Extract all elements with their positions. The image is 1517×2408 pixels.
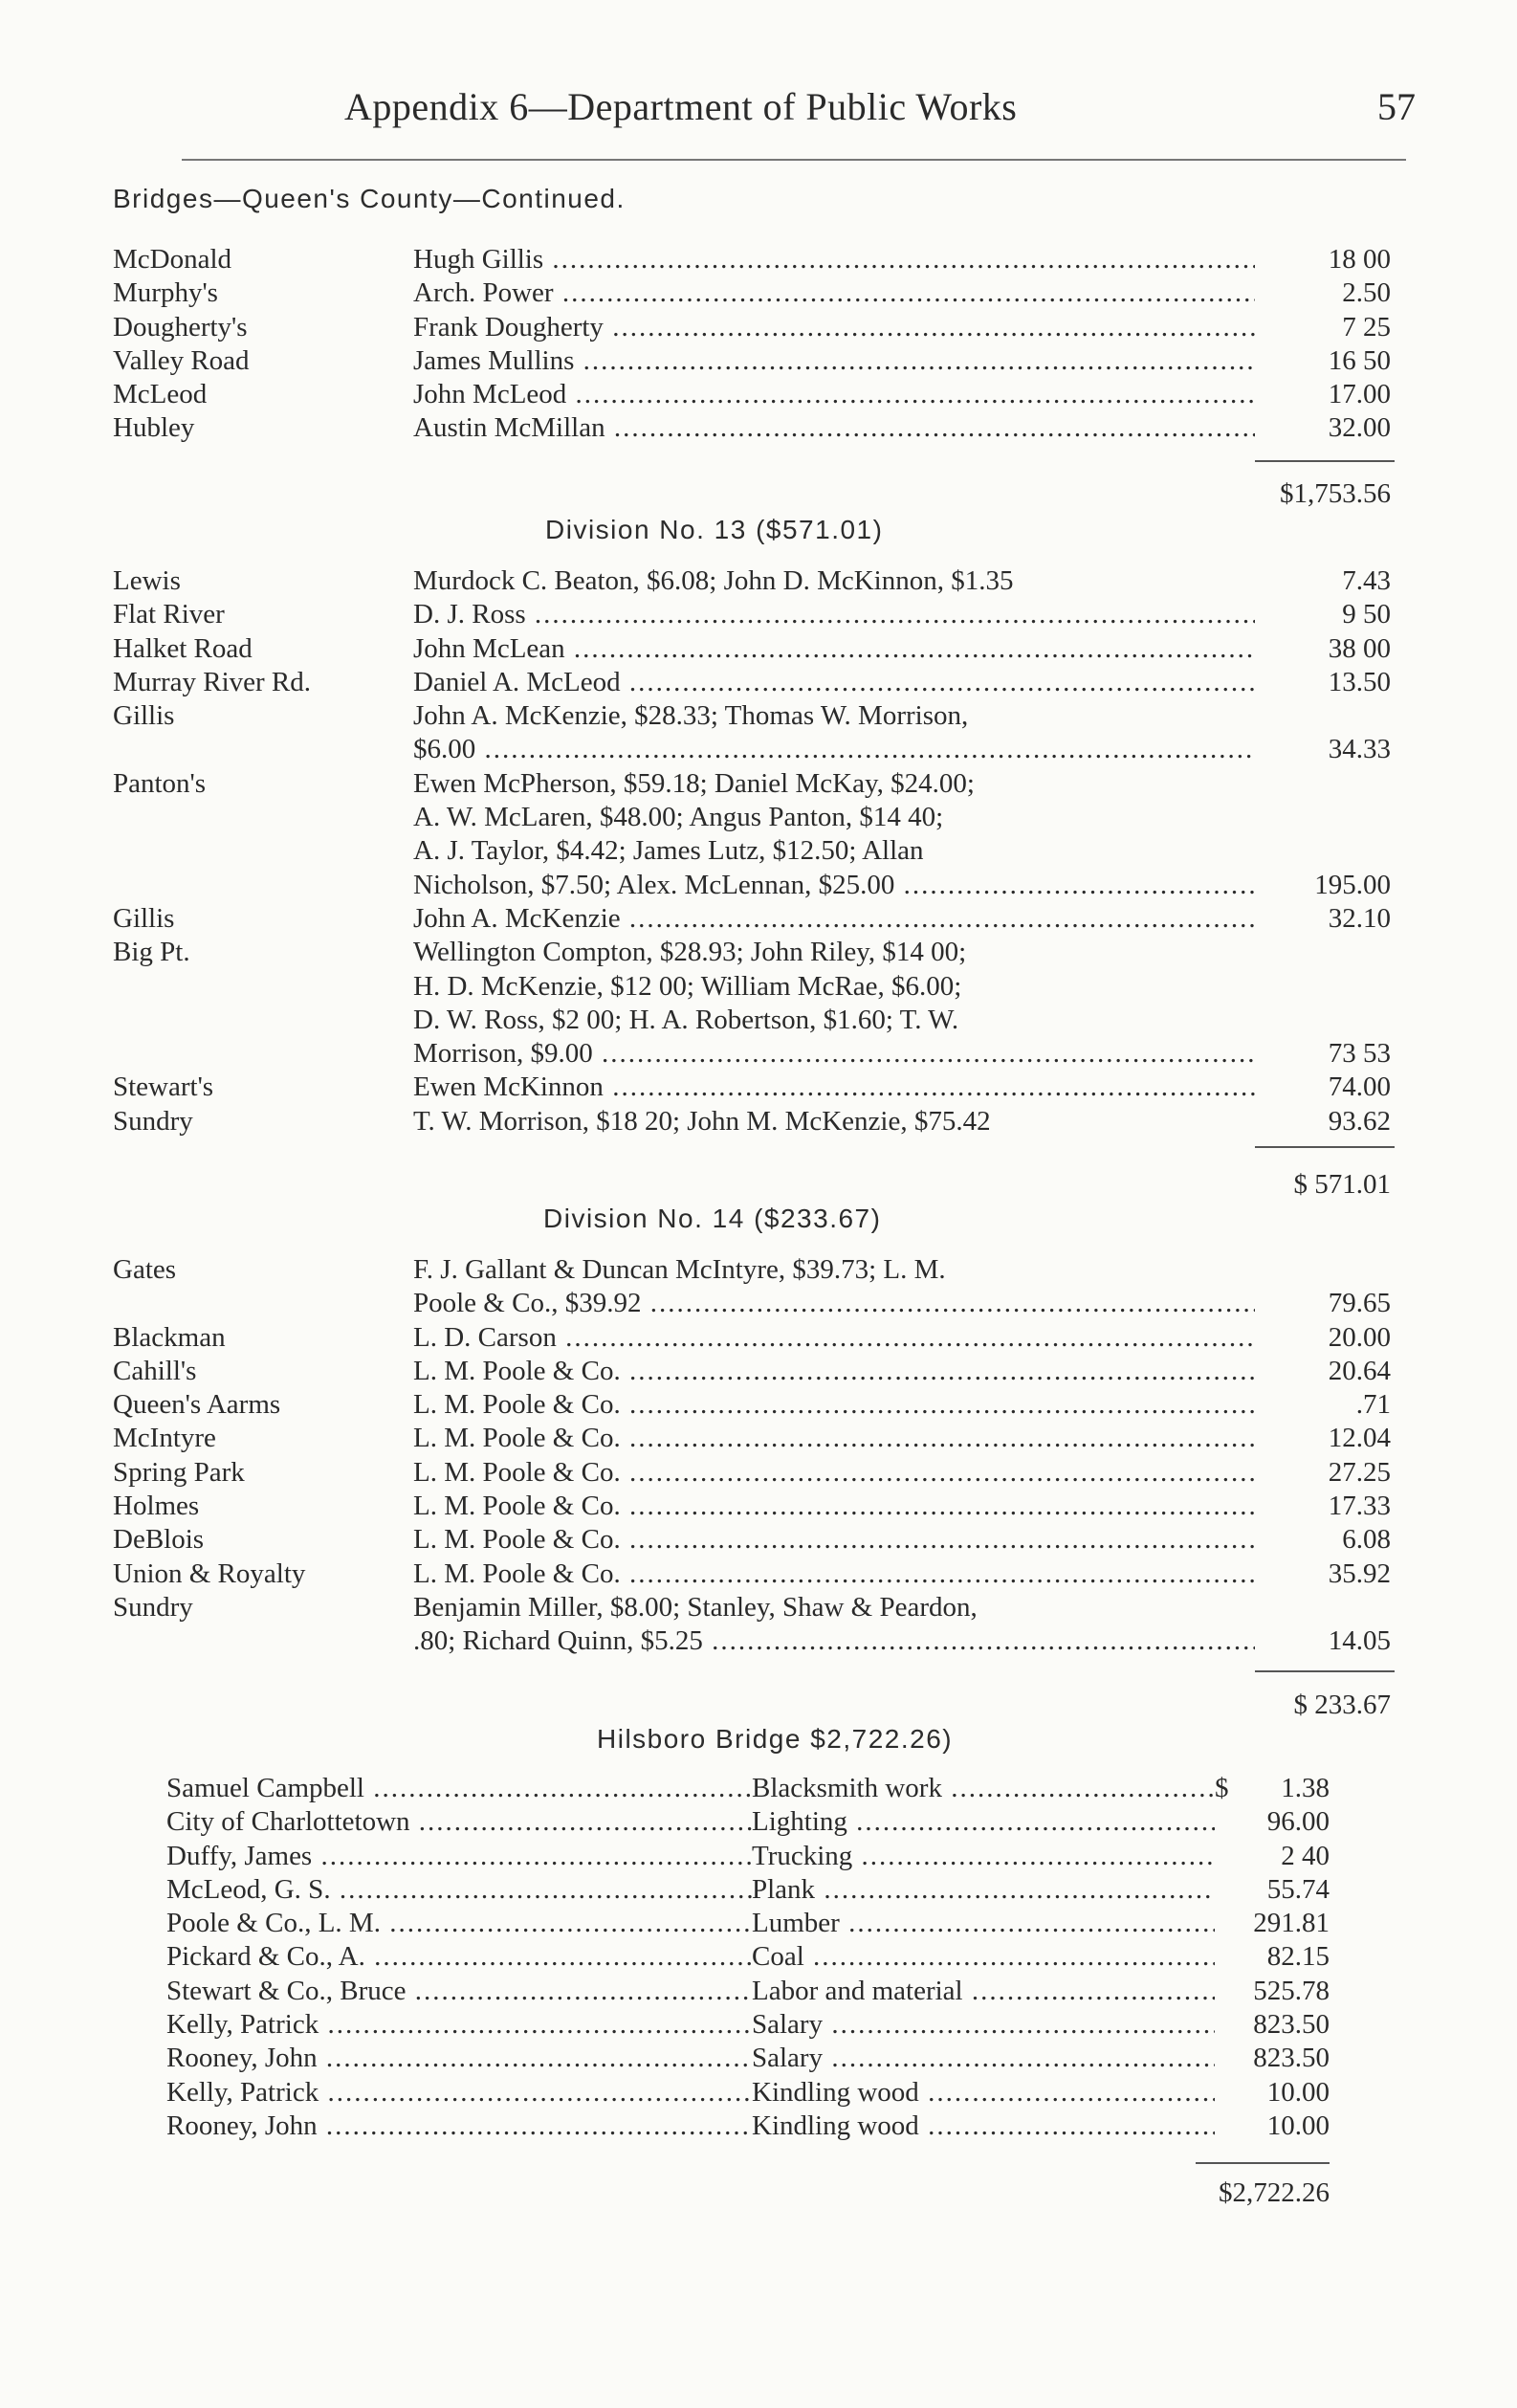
payee: Kelly, Patrick ..... — [166, 2008, 752, 2042]
amount: 823.50 — [1253, 2009, 1330, 2041]
list-item — [0, 2110, 1517, 2143]
division-14-list — [0, 1253, 1517, 1659]
amount: 10.00 — [1266, 2076, 1330, 2108]
payee: T. W. Morrison, $18 20; John M. McKenzie, $75.42 — [413, 1105, 991, 1137]
place-name: Big Pt. — [113, 937, 190, 968]
section-total: $2,722.26 — [1219, 2177, 1330, 2208]
payee: L. M. Poole & Co. ..... — [413, 1355, 1255, 1388]
payee: .80; Richard Quinn, $5.25 ..... — [413, 1624, 1255, 1658]
list-item — [0, 1422, 1517, 1455]
amount: 17.00 — [1328, 379, 1391, 410]
amount: 38 00 — [1328, 632, 1391, 664]
payee: A. J. Taylor, $4.42; James Lutz, $12.50; Allan — [413, 835, 924, 867]
payee: Samuel Campbell ..... — [166, 1772, 752, 1805]
amount: 55.74 — [1266, 1873, 1330, 1905]
payee: Rooney, John ..... — [166, 2110, 752, 2143]
payee: Nicholson, $7.50; Alex. McLennan, $25.00 ..... — [413, 869, 1255, 902]
sum-rule — [1255, 460, 1395, 462]
amount: 525.78 — [1253, 1975, 1330, 2006]
amount: 27.25 — [1328, 1456, 1391, 1488]
section-total: $1,753.56 — [1280, 478, 1391, 509]
place-name: Panton's — [113, 767, 207, 799]
payee: John McLeod ..... — [413, 378, 1255, 411]
amount: 34.33 — [1328, 734, 1391, 765]
list-item — [0, 733, 1517, 766]
amount: 17.33 — [1328, 1491, 1391, 1522]
place-name: Cahill's — [113, 1355, 197, 1386]
list-item — [0, 1557, 1517, 1591]
amount: 93.62 — [1328, 1105, 1391, 1137]
list-item — [0, 632, 1517, 666]
place-name: DeBlois — [113, 1524, 205, 1556]
division-13-list — [0, 564, 1517, 1138]
amount: 823.50 — [1253, 2043, 1330, 2074]
dollar-sign: $ — [1215, 1773, 1229, 1803]
list-item — [0, 902, 1517, 936]
amount: 18 00 — [1328, 244, 1391, 275]
payee: Wellington Compton, $28.93; John Riley, $14 00; — [413, 937, 967, 968]
payee: F. J. Gallant & Duncan McIntyre, $39.73; L. M. — [413, 1254, 946, 1285]
section-heading-division-13: Division No. 13 ($571.01) — [545, 515, 884, 544]
payee: McLeod, G. S. ..... — [166, 1873, 752, 1907]
payee: Arch. Power ..... — [413, 276, 1255, 310]
amount: 2 40 — [1281, 1840, 1330, 1871]
amount: 2.50 — [1342, 277, 1391, 309]
list-item — [0, 834, 1517, 868]
list-item — [0, 767, 1517, 801]
list-item — [0, 1523, 1517, 1557]
payee: L. M. Poole & Co. ..... — [413, 1422, 1255, 1455]
payee: L. M. Poole & Co. ..... — [413, 1456, 1255, 1490]
list-item — [0, 699, 1517, 733]
amount: 79.65 — [1328, 1288, 1391, 1319]
place-name: Flat River — [113, 599, 225, 630]
expense-item: Kindling wood ..... — [752, 2110, 1215, 2143]
section-total: $ 571.01 — [1293, 1169, 1391, 1200]
list-item — [0, 2042, 1517, 2075]
list-item — [0, 869, 1517, 902]
list-item — [0, 1355, 1517, 1388]
amount: 9 50 — [1342, 599, 1391, 630]
place-name: Murray River Rd. — [113, 666, 311, 697]
amount: 13.50 — [1328, 666, 1391, 697]
amount: 1.38 — [1281, 1773, 1330, 1803]
place-name: Lewis — [113, 565, 181, 596]
expense-item: Salary ..... — [752, 2042, 1215, 2075]
list-item — [0, 1805, 1517, 1839]
place-name: Blackman — [113, 1321, 226, 1353]
list-item — [0, 2076, 1517, 2110]
place-name: Murphy's — [113, 277, 218, 309]
expense-item: Kindling wood ..... — [752, 2076, 1215, 2110]
amount: 35.92 — [1328, 1557, 1391, 1589]
payee: Hugh Gillis ..... — [413, 243, 1255, 276]
place-name: Valley Road — [113, 344, 250, 376]
expense-item: Blacksmith work ..... — [752, 1772, 1215, 1805]
payee: A. W. McLaren, $48.00; Angus Panton, $14 40; — [413, 802, 944, 833]
list-item — [0, 1975, 1517, 2008]
payee: L. M. Poole & Co. ..... — [413, 1557, 1255, 1591]
list-item — [0, 1287, 1517, 1320]
expense-item: Salary ..... — [752, 2008, 1215, 2042]
payee: Stewart & Co., Bruce ..... — [166, 1975, 752, 2008]
list-item — [0, 1940, 1517, 1974]
hilsboro-list — [0, 1772, 1517, 2143]
place-name: Queen's Aarms — [113, 1389, 281, 1421]
payee: Rooney, John ..... — [166, 2042, 752, 2075]
amount: .71 — [1355, 1389, 1391, 1421]
payee: Poole & Co., L. M. ..... — [166, 1907, 752, 1940]
list-item — [0, 1624, 1517, 1658]
place-name: Stewart's — [113, 1071, 214, 1103]
amount: 96.00 — [1266, 1806, 1330, 1838]
payee: Ewen McKinnon ..... — [413, 1071, 1255, 1104]
section-heading-division-14: Division No. 14 ($233.67) — [543, 1204, 882, 1233]
amount: 20.64 — [1328, 1355, 1391, 1386]
payee: Benjamin Miller, $8.00; Stanley, Shaw & Peardon, — [413, 1591, 978, 1623]
list-item — [0, 344, 1517, 378]
payee: Murdock C. Beaton, $6.08; John D. McKinnon, $1.35 — [413, 565, 1014, 596]
payee: Duffy, James ..... — [166, 1840, 752, 1873]
place-name: Halket Road — [113, 632, 253, 664]
expense-item: Coal ..... — [752, 1940, 1215, 1974]
list-item — [0, 1037, 1517, 1071]
amount: 7.43 — [1342, 565, 1391, 596]
list-item — [0, 1907, 1517, 1940]
expense-item: Lumber ..... — [752, 1907, 1215, 1940]
amount: 14.05 — [1328, 1625, 1391, 1657]
list-item — [0, 1321, 1517, 1355]
expense-item: Plank ..... — [752, 1873, 1215, 1907]
amount: 16 50 — [1328, 344, 1391, 376]
list-item — [0, 1873, 1517, 1907]
payee: John A. McKenzie ..... — [413, 902, 1255, 936]
payee: $6.00 ..... — [413, 733, 1255, 766]
place-name: Gillis — [113, 700, 175, 732]
place-name: Gates — [113, 1254, 177, 1285]
list-item — [0, 1388, 1517, 1422]
amount: 291.81 — [1253, 1908, 1330, 1939]
running-head: Appendix 6—Department of Public Works — [344, 85, 1018, 128]
list-item — [0, 1456, 1517, 1490]
list-item — [0, 598, 1517, 631]
list-item — [0, 243, 1517, 276]
list-item — [0, 1772, 1517, 1805]
bridges-list — [0, 243, 1517, 446]
list-item — [0, 1591, 1517, 1624]
payee: Ewen McPherson, $59.18; Daniel McKay, $24.00; — [413, 767, 975, 799]
payee: Pickard & Co., A. ..... — [166, 1940, 752, 1974]
section-heading-hilsboro: Hilsboro Bridge $2,722.26) — [597, 1724, 954, 1754]
header-rule — [182, 159, 1406, 161]
payee: L. M. Poole & Co. ..... — [413, 1490, 1255, 1523]
expense-item: Trucking ..... — [752, 1840, 1215, 1873]
sum-rule — [1196, 2162, 1330, 2164]
expense-item: Lighting ..... — [752, 1805, 1215, 1839]
amount: 195.00 — [1314, 869, 1391, 900]
list-item — [0, 1840, 1517, 1873]
place-name: Union & Royalty — [113, 1557, 306, 1589]
list-item — [0, 1004, 1517, 1037]
payee: Daniel A. McLeod ..... — [413, 666, 1255, 699]
expense-item: Labor and material ..... — [752, 1975, 1215, 2008]
list-item — [0, 311, 1517, 344]
list-item — [0, 1071, 1517, 1104]
amount: 32.10 — [1328, 902, 1391, 934]
payee: Poole & Co., $39.92 ..... — [413, 1287, 1255, 1320]
amount: 74.00 — [1328, 1071, 1391, 1103]
amount: 32.00 — [1328, 412, 1391, 444]
place-name: Spring Park — [113, 1456, 245, 1488]
place-name: Sundry — [113, 1105, 193, 1137]
payee: City of Charlottetown ..... — [166, 1805, 752, 1839]
section-total: $ 233.67 — [1293, 1690, 1391, 1720]
amount: 7 25 — [1342, 311, 1391, 342]
payee: L. M. Poole & Co. ..... — [413, 1523, 1255, 1557]
amount: 20.00 — [1328, 1321, 1391, 1353]
section-heading-bridges: Bridges—Queen's County—Continued. — [113, 184, 626, 213]
list-item — [0, 276, 1517, 310]
list-item — [0, 378, 1517, 411]
place-name: Hubley — [113, 412, 195, 444]
payee: John McLean ..... — [413, 632, 1255, 666]
sum-rule — [1255, 1146, 1395, 1148]
place-name: Dougherty's — [113, 311, 248, 342]
payee: L. D. Carson ..... — [413, 1321, 1255, 1355]
payee: John A. McKenzie, $28.33; Thomas W. Morrison, — [413, 700, 969, 732]
list-item — [0, 970, 1517, 1004]
sum-rule — [1255, 1670, 1395, 1672]
amount: 82.15 — [1266, 1941, 1330, 1973]
list-item — [0, 1253, 1517, 1287]
payee: Frank Dougherty ..... — [413, 311, 1255, 344]
list-item — [0, 936, 1517, 969]
amount: 73 53 — [1328, 1038, 1391, 1070]
list-item — [0, 1105, 1517, 1138]
payee: L. M. Poole & Co. ..... — [413, 1388, 1255, 1422]
list-item — [0, 1490, 1517, 1523]
place-name: McLeod — [113, 379, 208, 410]
list-item — [0, 666, 1517, 699]
payee: D. J. Ross ..... — [413, 598, 1255, 631]
payee: James Mullins ..... — [413, 344, 1255, 378]
payee: Austin McMillan ..... — [413, 411, 1255, 445]
page-number: 57 — [1377, 85, 1416, 128]
list-item — [0, 2008, 1517, 2042]
amount: 10.00 — [1266, 2110, 1330, 2141]
place-name: McIntyre — [113, 1423, 216, 1454]
list-item — [0, 411, 1517, 445]
payee: H. D. McKenzie, $12 00; William McRae, $6.00; — [413, 970, 962, 1002]
list-item — [0, 564, 1517, 598]
payee: Morrison, $9.00 ..... — [413, 1037, 1255, 1071]
place-name: McDonald — [113, 244, 232, 275]
amount: 6.08 — [1342, 1524, 1391, 1556]
place-name: Sundry — [113, 1591, 193, 1623]
payee: Kelly, Patrick ..... — [166, 2076, 752, 2110]
amount: 12.04 — [1328, 1423, 1391, 1454]
place-name: Holmes — [113, 1491, 200, 1522]
list-item — [0, 801, 1517, 834]
payee: D. W. Ross, $2 00; H. A. Robertson, $1.60; T. W. — [413, 1004, 959, 1035]
place-name: Gillis — [113, 902, 175, 934]
